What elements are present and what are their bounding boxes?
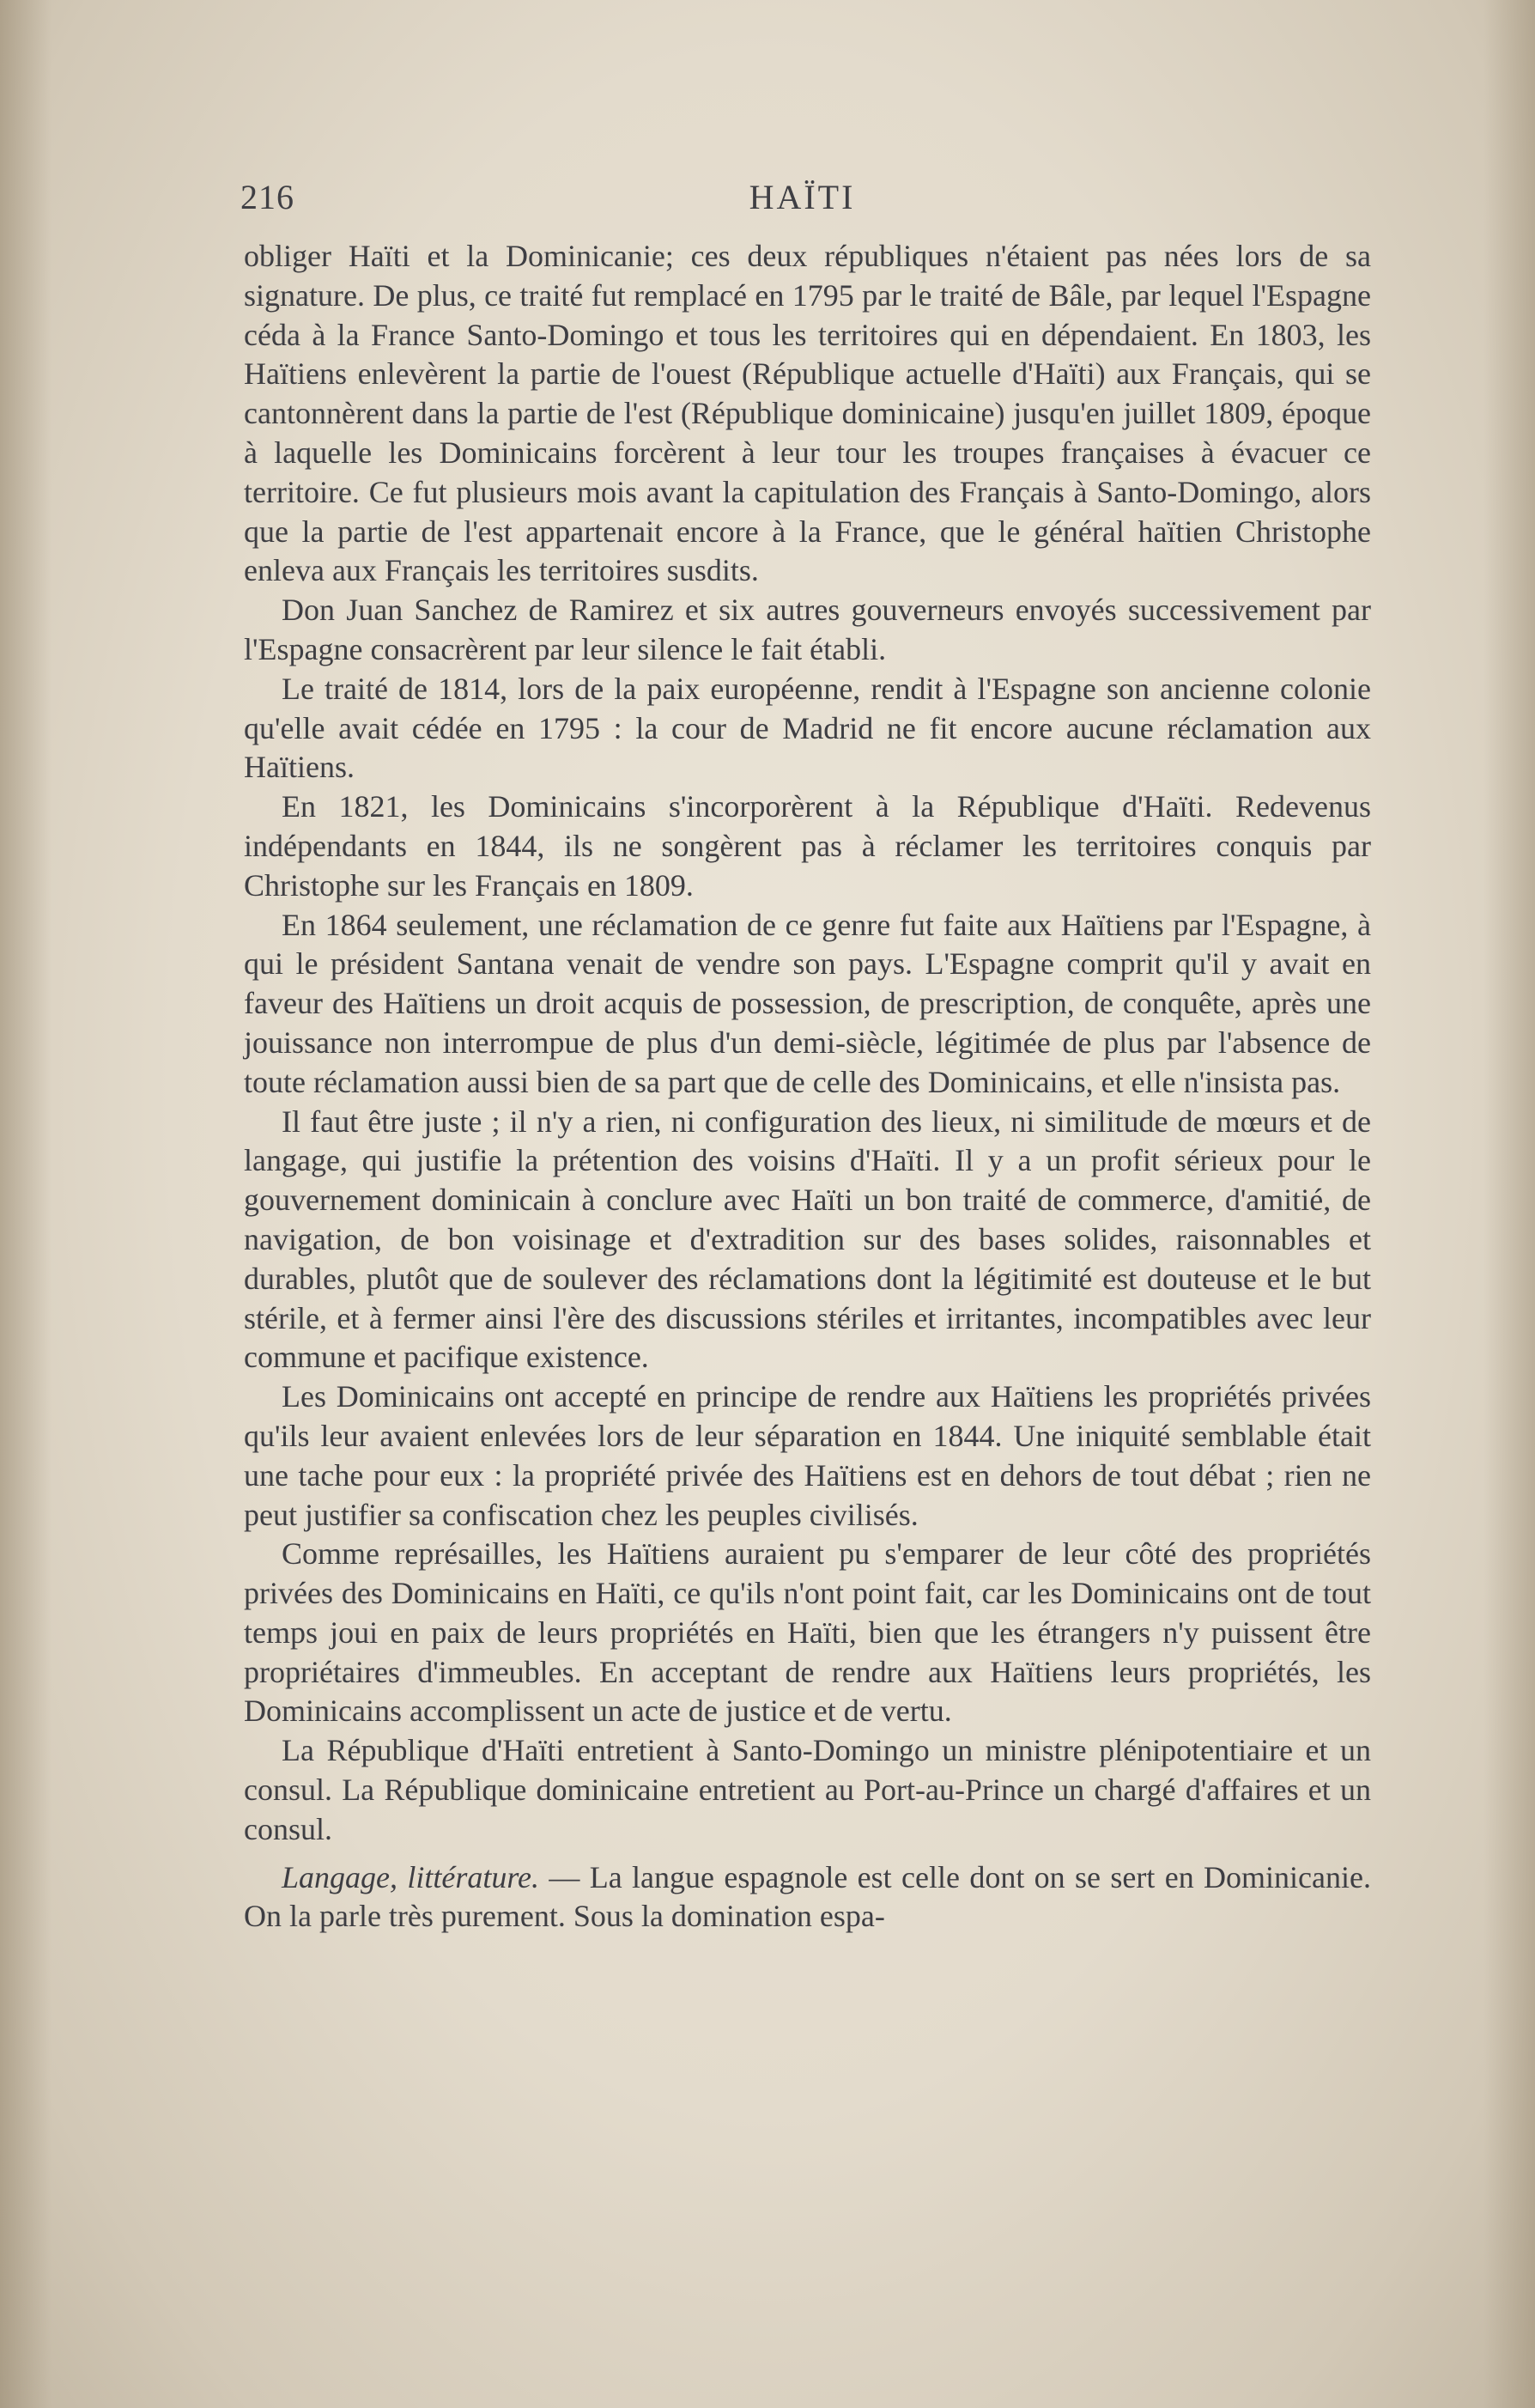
paragraph: Il faut être juste ; il n'y a rien, ni configuration des lieux, ni similitude de mœurs et de langage, qui justifie la prétention des voisins d'Haïti. Il y a un profit sérieux pour le gouvernement dominicain à conclure avec Haïti un bon traité de commerce, d'amitié, de navigation, de bon voisinage et d'extradition sur des bases solides, raisonnables et durables, plutôt que de soulever des réclamations dont la légitimité est douteuse et le but stérile, et à fermer ainsi l'ère des discussions stériles et irritantes, incompatibles avec leur commune et pacifique existence. xyxy=(244,1104,1371,1375)
paragraph: La République d'Haïti entretient à Santo-Domingo un ministre plénipotentiaire et un consul. La République dominicaine entretient au Port-au-Prince un chargé d'affaires et un consul. xyxy=(244,1733,1371,1846)
paragraph: Les Dominicains ont accepté en principe de rendre aux Haïtiens les propriétés privées qu'ils leur avaient enlevées lors de leur séparation en 1844. Une iniquité semblable était une tache pour eux : la propriété privée des Haïtiens est en dehors de tout débat ; rien ne peut justifier sa confiscation chez les peuples civilisés. xyxy=(244,1379,1371,1532)
running-title: HAÏTI xyxy=(749,178,856,216)
paragraph: Don Juan Sanchez de Ramirez et six autres gouverneurs envoyés successivement par l'Espagne consacrèrent par leur silence le fait établi. xyxy=(244,593,1371,666)
section-paragraph xyxy=(244,1858,1371,1937)
section-heading: Langage, littérature. xyxy=(282,1859,540,1894)
page-header xyxy=(234,177,1371,228)
paragraph: Le traité de 1814, lors de la paix européenne, rendit à l'Espagne son ancienne colonie qu'elle avait cédée en 1795 : la cour de Madrid ne fit encore aucune réclamation aux Haïtiens. xyxy=(244,671,1371,785)
paragraph: obliger Haïti et la Dominicanie; ces deux républiques n'étaient pas nées lors de sa signature. De plus, ce traité fut remplacé en 1795 par le traité de Bâle, par lequel l'Espagne céda à la France Santo-Domingo et tous les territoires qui en dépendaient. En 1803, les Haïtiens enlevèrent la partie de l'ouest (République actuelle d'Haïti) aux Français, qui se cantonnèrent dans la partie de l'est (République dominicaine) jusqu'en juillet 1809, époque à laquelle les Dominicains forcèrent à leur tour les troupes françaises à évacuer ce territoire. Ce fut plusieurs mois avant la capitulation des Français à Santo-Domingo, alors que la partie de l'est appartenait encore à la France, que le général haïtien Christophe enleva aux Français les territoires susdits. xyxy=(244,239,1371,588)
paragraph: Comme représailles, les Haïtiens auraient pu s'emparer de leur côté des propriétés privées des Dominicains en Haïti, ce qu'ils n'ont point fait, car les Dominicains ont de tout temps joui en paix de leurs propriétés en Haïti, bien que les étrangers n'y puissent être propriétaires d'immeubles. En acceptant de rendre aux Haïtiens leurs propriétés, les Dominicains accomplissent un acte de justice et de vertu. xyxy=(244,1536,1371,1729)
paragraph: En 1864 seulement, une réclamation de ce genre fut faite aux Haïtiens par l'Espagne, à qui le président Santana venait de vendre son pays. L'Espagne comprit qu'il y avait en faveur des Haïtiens un droit acquis de possession, de prescription, de conquête, après une jouissance non interrompue de plus d'un demi-siècle, légitimée de plus par l'absence de toute réclamation aussi bien de sa part que de celle des Dominicains, et elle n'insista pas. xyxy=(244,907,1371,1099)
page-edge-shadow-left xyxy=(0,0,52,2408)
paragraph: En 1821, les Dominicains s'incorporèrent à la République d'Haïti. Redevenus indépendants en 1844, ils ne songèrent pas à réclamer les territoires conquis par Christophe sur les Français en 1809. xyxy=(244,789,1371,903)
section-text: — La langue espagnole est celle dont on se sert en Dominicanie. On la parle très purement. Sous la domination espa- xyxy=(244,1859,1371,1934)
page-edge-shadow-right xyxy=(1483,0,1535,2408)
body-text xyxy=(244,237,1371,1937)
page-number: 216 xyxy=(240,178,294,216)
